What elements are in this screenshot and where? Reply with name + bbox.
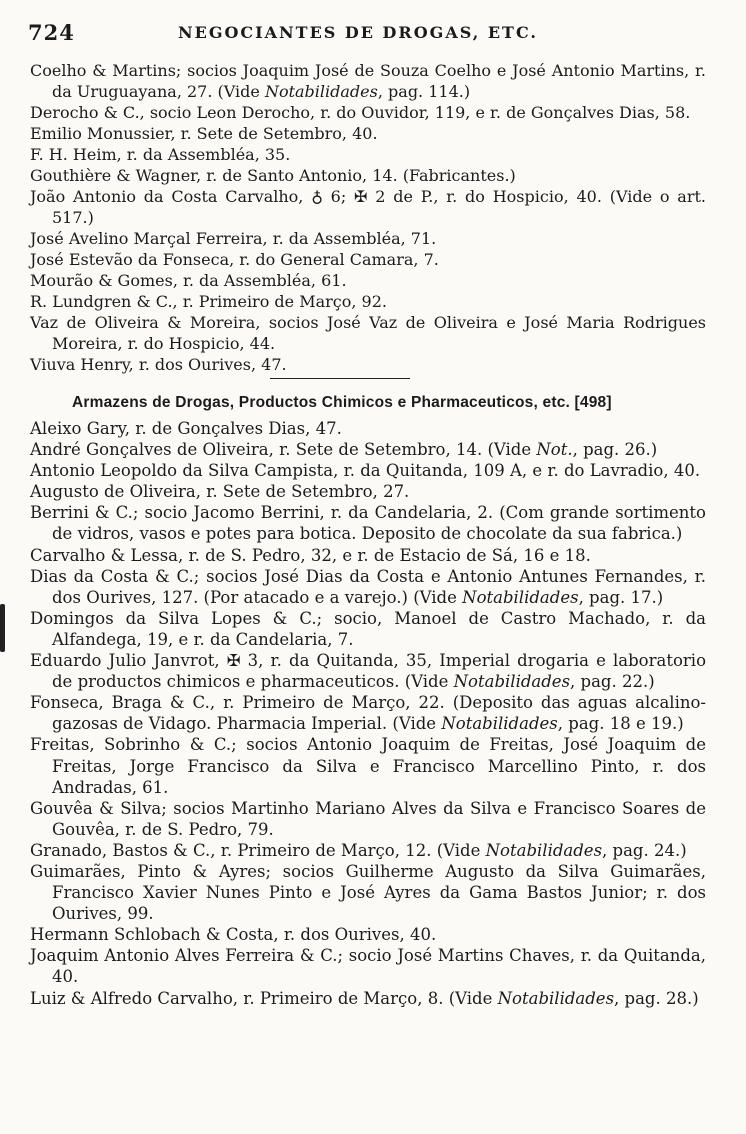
list-item: Fonseca, Braga & C., r. Primeiro de Março, 22. (Deposito das aguas alcalino-gazosas de Vidago. Pharmacia Imperial. (Vide Notabilidades, pag. 18 e 19.) bbox=[30, 693, 706, 734]
list-item: Gouvêa & Silva; socios Martinho Mariano Alves da Silva e Francisco Soares de Gouvêa, r. de S. Pedro, 79. bbox=[30, 798, 706, 839]
drug-warehouses-list bbox=[30, 418, 706, 1009]
list-item: José Avelino Marçal Ferreira, r. da Assembléa, 71. bbox=[30, 229, 437, 248]
list-item: Hermann Schlobach & Costa, r. dos Ourives, 40. bbox=[30, 925, 437, 945]
list-item: Derocho & C., socio Leon Derocho, r. do Ouvidor, 119, e r. de Gonçalves Dias, 58. bbox=[30, 103, 691, 122]
list-item: Viuva Henry, r. dos Ourives, 47. bbox=[30, 355, 287, 374]
list-item: Carvalho & Lessa, r. de S. Pedro, 32, e r. de Estacio de Sá, 16 e 18. bbox=[30, 545, 591, 565]
list-item: Freitas, Sobrinho & C.; socios Antonio Joaquim de Freitas, José Joaquim de Freitas, Jorge Francisco da Silva e Francisco Marcellino Pinto, r. dos Andradas, 61. bbox=[30, 735, 706, 797]
list-item: Luiz & Alfredo Carvalho, r. Primeiro de Março, 8. (Vide Notabilidades, pag. 28.) bbox=[30, 988, 699, 1008]
list-item: R. Lundgren & C., r. Primeiro de Março, 92. bbox=[30, 292, 387, 311]
margin-mark bbox=[0, 604, 5, 652]
running-title: NEGOCIANTES DE DROGAS, ETC. bbox=[178, 23, 538, 42]
page-number: 724 bbox=[28, 20, 75, 45]
list-item: Vaz de Oliveira & Moreira, socios José Vaz de Oliveira e José Maria Rodrigues Moreira, r. do Hospicio, 44. bbox=[30, 313, 706, 353]
list-item: Berrini & C.; socio Jacomo Berrini, r. da Candelaria, 2. (Com grande sortimento de vidros, vasos e potes para botica. Deposito de chocolate da sua fabrica.) bbox=[30, 503, 706, 544]
list-item: Granado, Bastos & C., r. Primeiro de Março, 12. (Vide Notabilidades, pag. 24.) bbox=[30, 840, 687, 860]
list-item: Coelho & Martins; socios Joaquim José de Souza Coelho e José Antonio Martins, r. da Uruguayana, 27. (Vide Notabilidades, pag. 114.) bbox=[30, 61, 706, 101]
list-item: Domingos da Silva Lopes & C.; socio, Manoel de Castro Machado, r. da Alfandega, 19, e r. da Candelaria, 7. bbox=[30, 608, 706, 649]
list-item: Antonio Leopoldo da Silva Campista, r. da Quitanda, 109 A, e r. do Lavradio, 40. bbox=[30, 461, 701, 481]
list-item: Eduardo Julio Janvrot, ✠ 3, r. da Quitanda, 35, Imperial drogaria e laboratorio de productos chimicos e pharmaceuticos. (Vide Notabilidades, pag. 22.) bbox=[30, 651, 706, 692]
list-item: Emilio Monussier, r. Sete de Setembro, 40. bbox=[30, 124, 378, 143]
list-item: João Antonio da Costa Carvalho, ♁ 6; ✠ 2 de P., r. do Hospicio, 40. (Vide o art. 517.) bbox=[30, 187, 706, 227]
list-item: Dias da Costa & C.; socios José Dias da Costa e Antonio Antunes Fernandes, r. dos Ourives, 127. (Por atacado e a varejo.) (Vide Notabilidades, pag. 17.) bbox=[30, 566, 706, 607]
list-item: Joaquim Antonio Alves Ferreira & C.; socio José Martins Chaves, r. da Quitanda, 40. bbox=[30, 946, 706, 987]
list-item: Mourão & Gomes, r. da Assembléa, 61. bbox=[30, 271, 347, 290]
page-header bbox=[28, 20, 706, 46]
list-item: José Estevão da Fonseca, r. do General Camara, 7. bbox=[30, 250, 439, 269]
list-item: F. H. Heim, r. da Assembléa, 35. bbox=[30, 145, 291, 164]
list-item: André Gonçalves de Oliveira, r. Sete de Setembro, 14. (Vide Not., pag. 26.) bbox=[30, 440, 658, 460]
list-item: Guimarães, Pinto & Ayres; socios Guilherme Augusto da Silva Guimarães, Francisco Xavier Nunes Pinto e José Ayres da Gama Bastos Junior; r. dos Ourives, 99. bbox=[30, 861, 706, 924]
list-item: Gouthière & Wagner, r. de Santo Antonio, 14. (Fabricantes.) bbox=[30, 166, 516, 185]
section-divider bbox=[270, 378, 410, 379]
section-heading: Armazens de Drogas, Productos Chimicos e Pharmaceuticos, etc. [498] bbox=[72, 394, 612, 411]
drug-merchants-list bbox=[30, 60, 706, 375]
list-item: Aleixo Gary, r. de Gonçalves Dias, 47. bbox=[30, 419, 342, 438]
list-item: Augusto de Oliveira, r. Sete de Setembro, 27. bbox=[30, 482, 410, 502]
